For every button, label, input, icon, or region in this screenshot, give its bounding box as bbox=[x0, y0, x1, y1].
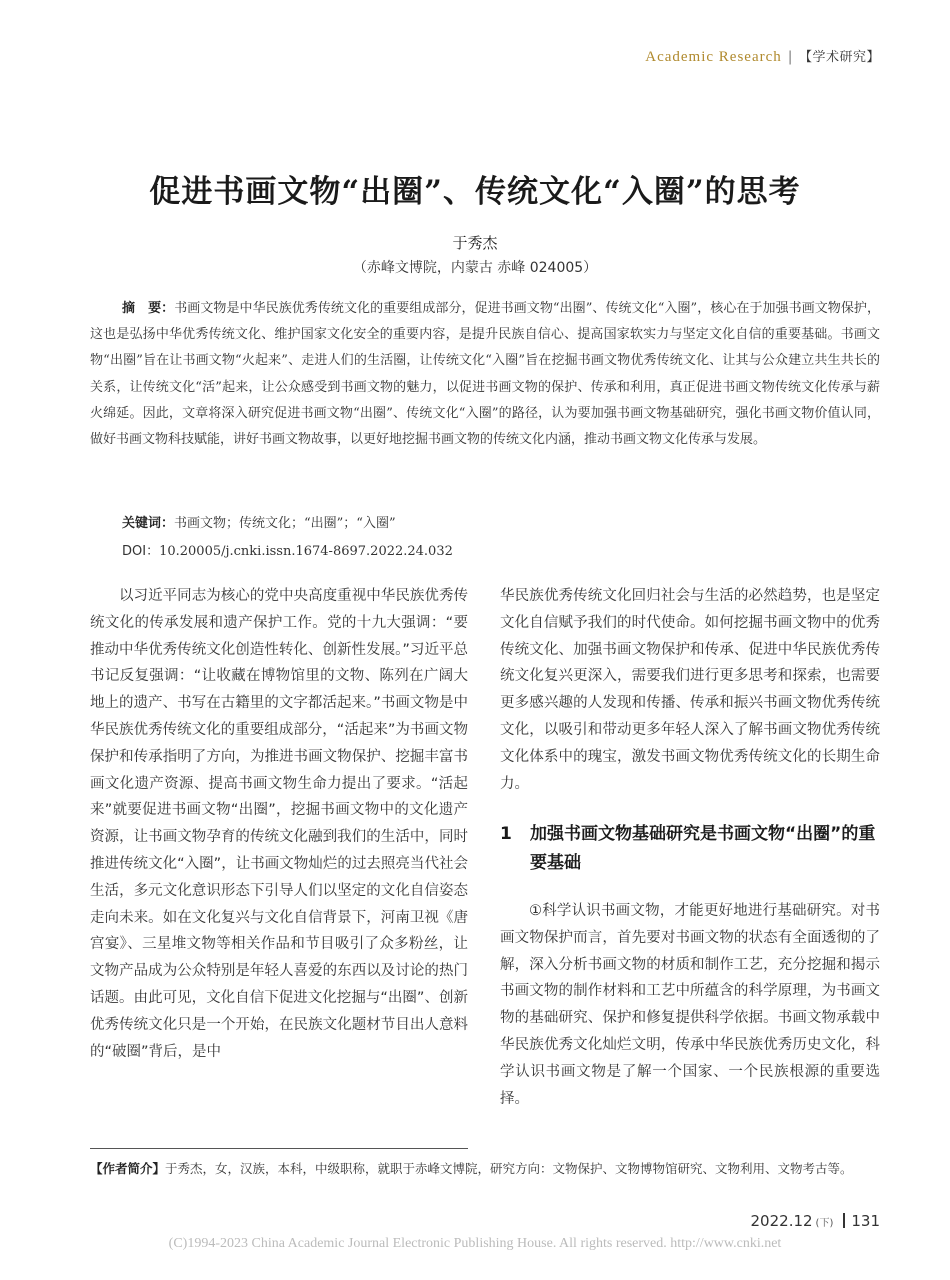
section-number: 1 bbox=[500, 824, 512, 844]
doi-label: DOI： bbox=[122, 544, 160, 559]
doi-value: 10.20005/j.cnki.issn.1674-8697.2022.24.032 bbox=[159, 544, 453, 559]
doi bbox=[122, 540, 453, 559]
intro-paragraph: 以习近平同志为核心的党中央高度重视中华民族优秀传统文化的传承发展和遗产保护工作。党的十九大强调：“要推动中华优秀传统文化创造性转化、创新性发展。”习近平总书记反复强调：“让收藏在博物馆里的文物、陈列在广阔大地上的遗产、书写在古籍里的文字都活起来。”书画文物是中华民族优秀传统文化的重要组成部分，“活起来”为书画文物保护和传承指明了方向，为推进书画文物保护、挖掘丰富书画文化遗产资源、提高书画文物生命力提出了要求。“活起来”就要促进书画文物“出圈”，挖掘书画文物中的文化遗产资源，让书画文物孕育的传统文化融到我们的生活中，同时推进传统文化“入圈”，让书画文物灿烂的过去照亮当代社会生活，多元文化意识形态下引导人们以坚定的文化自信姿态走向未来。如在文化复兴与文化自信背景下，河南卫视《唐宫宴》、三星堆文物等相关作品和节目吸引了众多粉丝，让文物产品成为公众特别是年轻人喜爱的东西以及讨论的热门话题。由此可见，文化自信下促进文化挖掘与“出圈”、创新优秀传统文化只是一个开始，在民族文化题材节目出人意料的“破圈”背后，是中 bbox=[90, 588, 468, 1060]
section-1-body bbox=[500, 898, 880, 1112]
issue-date: 2022.12 bbox=[750, 1212, 813, 1230]
footnote-divider bbox=[90, 1148, 468, 1149]
journal-section-english: Academic Research bbox=[645, 49, 782, 65]
abstract-label: 摘 要： bbox=[122, 301, 175, 316]
section-title: 加强书画文物基础研究是书画文物“出圈”的重要基础 bbox=[530, 824, 876, 873]
page-number-separator bbox=[843, 1213, 845, 1228]
abstract-text: 书画文物是中华民族优秀传统文化的重要组成部分，促进书画文物“出圈”、传统文化“入圈”，核心在于加强书画文物保护，这也是弘扬中华优秀传统文化、维护国家文化安全的重要内容，是提升民族自信心、提高国家软实力与坚定文化自信的重要基础。书画文物“出圈”旨在让书画文物“火起来”、走进人们的生活圈，让传统文化“入圈”旨在挖掘书画文物优秀传统文化、让其与公众建立共生共长的关系，让传统文化“活”起来，让公众感受到书画文物的魅力，以促进书画文物的保护、传承和利用，真正促进书画文物传统文化传承与薪火绵延。因此，文章将深入研究促进书画文物“出圈”、传统文化“入圈”的路径，认为要加强书画文物基础研究，强化书画文物价值认同，做好书画文物科技赋能，讲好书画文物故事，以更好地挖掘书画文物的传统文化内涵，推动书画文物文化传承与发展。 bbox=[90, 301, 880, 448]
volume-tag: (下) bbox=[815, 1218, 834, 1229]
author-note-label: 【作者简介】 bbox=[90, 1161, 166, 1176]
intro-paragraph-continued: 华民族优秀传统文化回归社会与生活的必然趋势，也是坚定文化自信赋予我们的时代使命。如何挖掘书画文物中的优秀传统文化、加强书画文物保护和传承、促进中华民族优秀传统文化复兴更深入，需要我们进行更多思考和探索，也需要更多感兴趣的人发现和传播、传承和振兴书画文物优秀传统文化，以吸引和带动更多年轻人深入了解书画文物优秀传统文化体系中的瑰宝，激发书画文物优秀传统文化的长期生命力。 bbox=[500, 588, 880, 792]
section-1-paragraph: ①科学认识书画文物，才能更好地进行基础研究。对书画文物保护而言，首先要对书画文物的状态有全面透彻的了解，深入分析书画文物的材质和制作工艺，充分挖掘和揭示书画文物的制作材料和工艺中所蕴含的科学原理，为书画文物的基础研究、保护和修复提供科学依据。书画文物承载中华民族优秀文化灿烂文明，传承中华民族优秀历史文化，科学认识书画文物是了解一个国家、一个民族根源的重要选择。 bbox=[500, 903, 880, 1107]
keywords-text: 书画文物；传统文化；“出圈”；“入圈” bbox=[174, 516, 396, 531]
page-number: 131 bbox=[851, 1212, 880, 1230]
author-note bbox=[90, 1158, 885, 1180]
body-left-column bbox=[90, 583, 468, 1065]
author-note-text: 于秀杰，女，汉族，本科，中级职称，就职于赤峰文博院，研究方向：文物保护、文物博物馆研究、文物利用、文物考古等。 bbox=[165, 1161, 853, 1176]
article-title: 促进书画文物“出圈”、传统文化“入圈”的思考 bbox=[149, 174, 801, 210]
journal-section-chinese: 【学术研究】 bbox=[798, 50, 880, 65]
running-head-separator: | bbox=[787, 49, 793, 65]
page-footer bbox=[751, 1212, 880, 1230]
copyright-watermark: (C)1994-2023 China Academic Journal Electronic Publishing House. All rights reserved. http://www.cnki.net bbox=[168, 1236, 782, 1251]
running-head bbox=[645, 46, 880, 66]
keywords bbox=[122, 512, 396, 531]
author-name: 于秀杰 bbox=[452, 234, 498, 252]
section-1-heading bbox=[500, 820, 885, 878]
keywords-label: 关键词： bbox=[122, 516, 175, 531]
author-affiliation: （赤峰文博院，内蒙古 赤峰 024005） bbox=[352, 260, 598, 276]
body-right-column-continued bbox=[500, 583, 880, 797]
abstract bbox=[90, 296, 880, 453]
